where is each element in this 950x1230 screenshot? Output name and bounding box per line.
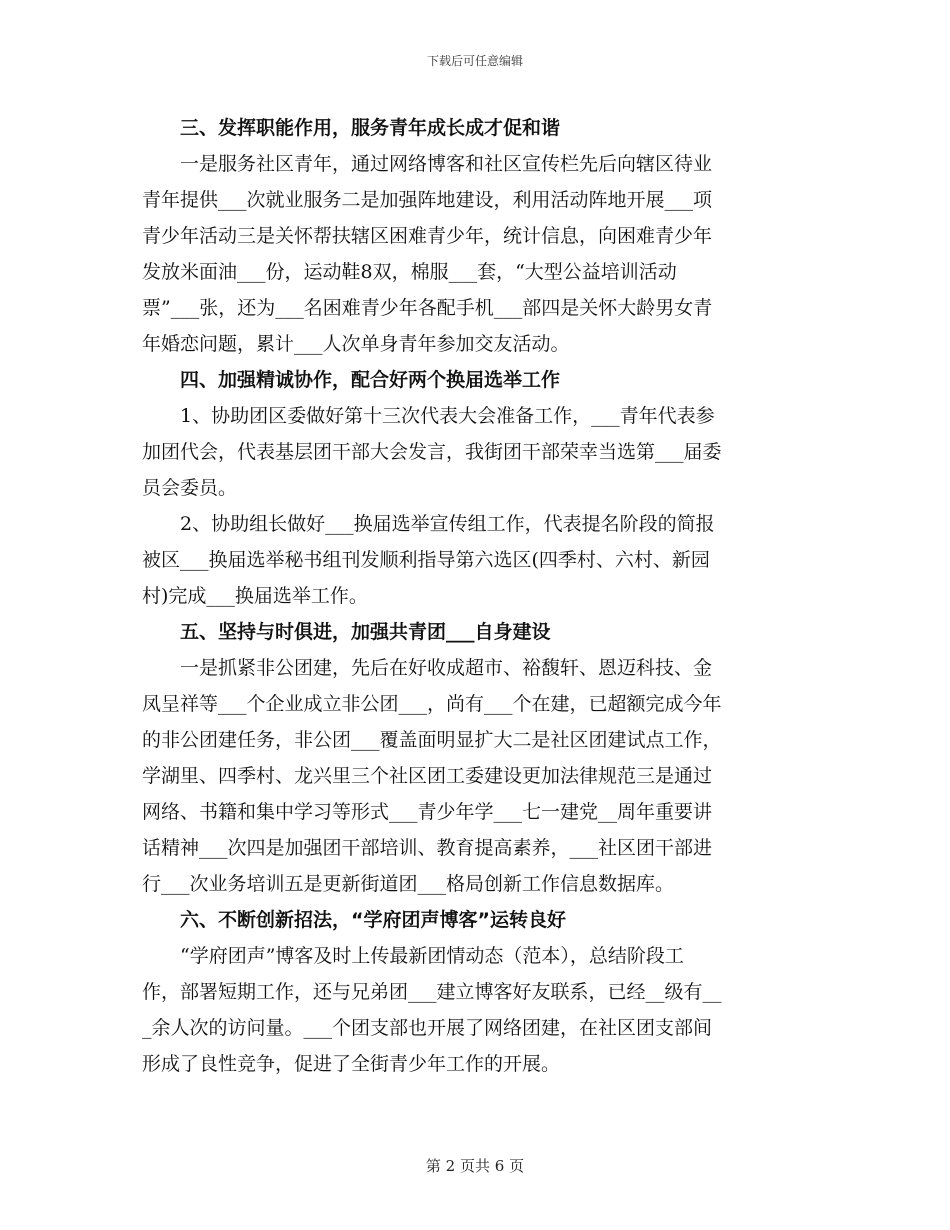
document-body bbox=[142, 110, 808, 1082]
text-line: 票”___张，还为___名困难青少年各配手机___部四是关怀大龄男女青 bbox=[142, 297, 713, 319]
text-line: 发放米面油___份，运动鞋8双，棉服___套，“大型公益培训活动 bbox=[142, 261, 677, 283]
text-line: 一是服务社区青年，通过网络博客和社区宣传栏先后向辖区待业 bbox=[180, 153, 713, 175]
text-line: 网络、书籍和集中学习等形式___青少年学___七一建党__周年重要讲 bbox=[142, 801, 713, 823]
text-line: 话精神___次四是加强团干部培训、教育提高素养，___社区团干部进 bbox=[142, 837, 713, 859]
text-line: 被区___换届选举秘书组刊发顺利指导第六选区(四季村、六村、新园 bbox=[142, 549, 710, 571]
text-line: 2、协助组长做好___换届选举宣传组工作，代表提名阶段的简报 bbox=[180, 513, 715, 535]
text-line: 加团代会，代表基层团干部大会发言，我街团干部荣幸当选第___届委 bbox=[142, 441, 722, 463]
text-line: “学府团声”博客及时上传最新团情动态（范本），总结阶段工 bbox=[180, 945, 684, 967]
section-heading: 三、发挥职能作用，服务青年成长成才促和谐 bbox=[180, 117, 561, 139]
text-line: 村)完成___换届选举工作。 bbox=[142, 585, 368, 607]
section-heading: 五、坚持与时俱进，加强共青团___自身建设 bbox=[180, 621, 551, 643]
text-line: 凤呈祥等___个企业成立非公团___，尚有___个在建，已超额完成今年 bbox=[142, 693, 722, 715]
paragraph bbox=[142, 506, 808, 614]
text-line: 的非公团建任务，非公团___覆盖面明显扩大二是社区团建试点工作， bbox=[142, 729, 722, 751]
text-line: 行___次业务培训五是更新街道团___格局创新工作信息数据库。 bbox=[142, 873, 675, 895]
paragraph bbox=[142, 938, 808, 1082]
text-line: 一是抓紧非公团建，先后在好收成超市、裕馥轩、恩迈科技、金 bbox=[180, 657, 713, 679]
text-line: 青少年活动三是关怀帮扶辖区困难青少年，统计信息，向困难青少年 bbox=[142, 225, 713, 247]
text-line: _余人次的访问量。___个团支部也开展了网络团建，在社区团支部间 bbox=[142, 1017, 713, 1039]
text-line: 作，部署短期工作，还与兄弟团___建立博客好友联系，已经__级有__ bbox=[142, 981, 722, 1003]
paragraph bbox=[142, 398, 808, 506]
page-number-footer: 第 2 页共 6 页 bbox=[425, 1157, 525, 1175]
section-heading: 六、不断创新招法，“学府团声博客”运转良好 bbox=[180, 909, 566, 931]
text-line: 青年提供___次就业服务二是加强阵地建设，利用活动阵地开展___项 bbox=[142, 189, 713, 211]
paragraph bbox=[142, 146, 808, 362]
section-heading: 四、加强精诚协作，配合好两个换届选举工作 bbox=[180, 369, 561, 391]
text-line: 年婚恋问题，累计___人次单身青年参加交友活动。 bbox=[142, 333, 570, 355]
text-line: 形成了良性竞争，促进了全街青少年工作的开展。 bbox=[142, 1053, 561, 1075]
page-header: 下载后可任意编辑 bbox=[426, 54, 523, 68]
text-line: 1、协助团区委做好第十三次代表大会准备工作，___青年代表参 bbox=[180, 405, 715, 427]
text-line: 员会委员。 bbox=[142, 477, 238, 499]
paragraph bbox=[142, 650, 808, 902]
text-line: 学湖里、四季村、龙兴里三个社区团工委建设更加法律规范三是通过 bbox=[142, 765, 713, 787]
